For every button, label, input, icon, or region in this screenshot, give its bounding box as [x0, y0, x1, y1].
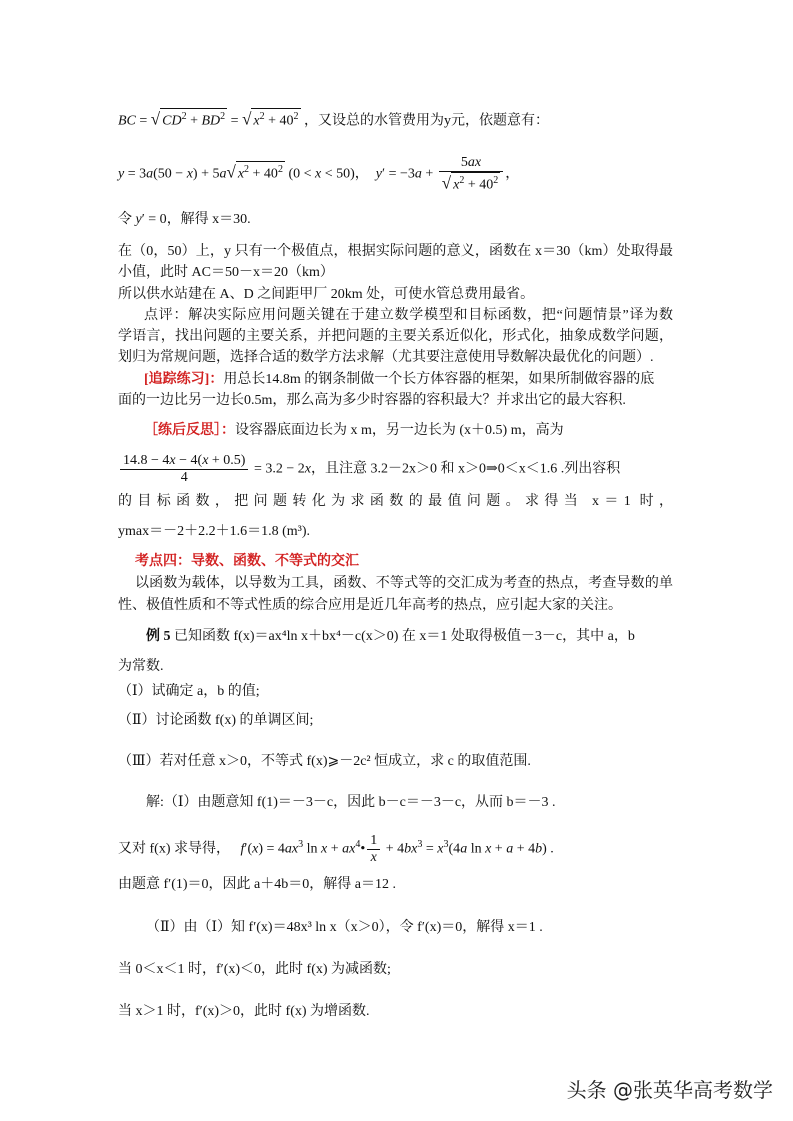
reflection-line — [144, 421, 564, 441]
tracking-exercise-line-2: 面的一边比另一边长0.5m，那么高为多少时容器的容积最大？并求出它的最大容积. — [118, 393, 626, 408]
section-intro-1: 以函数为载体，以导数为工具，函数、不等式等的交汇成为考查的热点，考查导数的单 — [135, 576, 673, 591]
comment-line-1: 点评：解决实际应用问题关键在于建立数学模型和目标函数，把“问题情景”译为数 — [144, 308, 673, 323]
example-5-line — [146, 627, 635, 647]
height-formula-line: $\frac{14.8 - 4x - 4(x + 0.5)}{4}$ = 3.2 − 2x，且注意 3.2－2x＞0 和 x＞0⇒0＜x＜1.6 .列出容积 — [118, 453, 620, 486]
question-2: （Ⅱ）讨论函数 f(x) 的单调区间; — [118, 713, 314, 728]
example-5-line-2: 为常数. — [118, 659, 164, 674]
reflection-label: ［练后反思］： — [144, 423, 235, 438]
increasing-interval: 当 x＞1 时，f′(x)＞0，此时 f(x) 为增函数. — [118, 1004, 370, 1019]
section-title: 考点四：导数、函数、不等式的交汇 — [135, 554, 359, 569]
solution-part-1: 解:（Ⅰ）由题意知 f(1)＝－3－c，因此 b－c＝－3－c，从而 b＝－3 . — [146, 795, 556, 810]
tracking-exercise-text: 用总长14.8m 的钢条制做一个长方体容器的框架，如果所制做容器的底 — [223, 372, 655, 387]
reflection-line-3: 的目标函数，把问题转化为求函数的最值问题。求得当 x＝1 时， — [118, 494, 673, 509]
text-line-5: 小值，此时 AC＝50－x＝20（km） — [118, 265, 334, 280]
height-formula-tail: ，且注意 3.2－2x＞0 和 x＞0⇒0＜x＜1.6 .列出容积 — [310, 461, 621, 477]
tracking-exercise-line — [144, 370, 654, 390]
question-1: （Ⅰ）试确定 a，b 的值; — [118, 684, 260, 699]
comment-line-2: 学语言，找出问题的主要关系，并把问题的主要关系近似化，形式化，抽象成数学问题， — [118, 329, 673, 344]
set-derivative-zero: 令 y′ = 0，解得 x＝30. — [118, 212, 251, 227]
reflection-text: 设容器底面边长为 x m，另一边长为 (x＋0.5) m，高为 — [235, 423, 564, 438]
tracking-exercise-label: [追踪练习]： — [144, 372, 224, 387]
comment-line-3: 划归为常规问题，选择合适的数学方法求解（尤其要注意使用导数解决最优化的问题）. — [118, 350, 654, 365]
question-3: （Ⅲ）若对任意 x＞0，不等式 f(x)⩾－2c² 恒成立，求 c 的取值范围. — [118, 754, 531, 769]
example-5-text: 已知函数 f(x)＝ax⁴ln x＋bx⁴－c(x＞0) 在 x＝1 处取得极值－3－c，其中 a，b — [174, 629, 635, 644]
derivative-line: 又对 f(x) 求导得， $f'(x) = 4ax^3$ $\ln x + ax^4•$ $\frac{1}{x}$ + $4bx^3 = x^3(4a$ ln x + a + 4b) . — [118, 833, 554, 865]
watermark: 头条 @张英华高考数学 — [566, 1078, 773, 1102]
cost-function-line: y = 3a(50 − x) + 5a√ $x^2 + 40^2$ (0 < x < 50)， y′ = −3a + $\frac{5ax}{√ x^2 + 40^2}$ ， — [118, 155, 520, 193]
solution-part-2: （Ⅱ）由（Ⅰ）知 f′(x)＝48x³ ln x（x＞0），令 f′(x)＝0，解得 x＝1 . — [146, 920, 543, 935]
decreasing-interval: 当 0＜x＜1 时，f′(x)＜0，此时 f(x) 为减函数; — [118, 962, 391, 977]
text-line-6: 所以供水站建在 A、D 之间距甲厂 20km 处，可使水管总费用最省。 — [118, 287, 535, 302]
derivative-intro: 又对 f(x) 求导得， — [118, 841, 230, 857]
solve-a-line: 由题意 f′(1)＝0，因此 a＋4b＝0，解得 a＝12 . — [118, 877, 396, 892]
bc-formula-tail: ，又设总的水管费用为y元，依题意有： — [304, 113, 550, 129]
section-intro-2: 性、极值性质和不等式性质的综合应用是近几年高考的热点，应引起大家的关注。 — [118, 598, 622, 613]
example-5-label: 例 5 — [146, 629, 171, 644]
text-line-4: 在（0，50）上，y 只有一个极值点，根据实际问题的意义，函数在 x＝30（km）处取得最 — [118, 244, 673, 259]
max-volume-line: ymax＝－2＋2.2＋1.6＝1.8 (m³). — [118, 524, 311, 539]
bc-formula-line: BC = √ $CD^2 + BD^2$ = √ $x^2 + 40^2$ ，又设总的水管费用为y元，依题意有： — [118, 109, 550, 129]
